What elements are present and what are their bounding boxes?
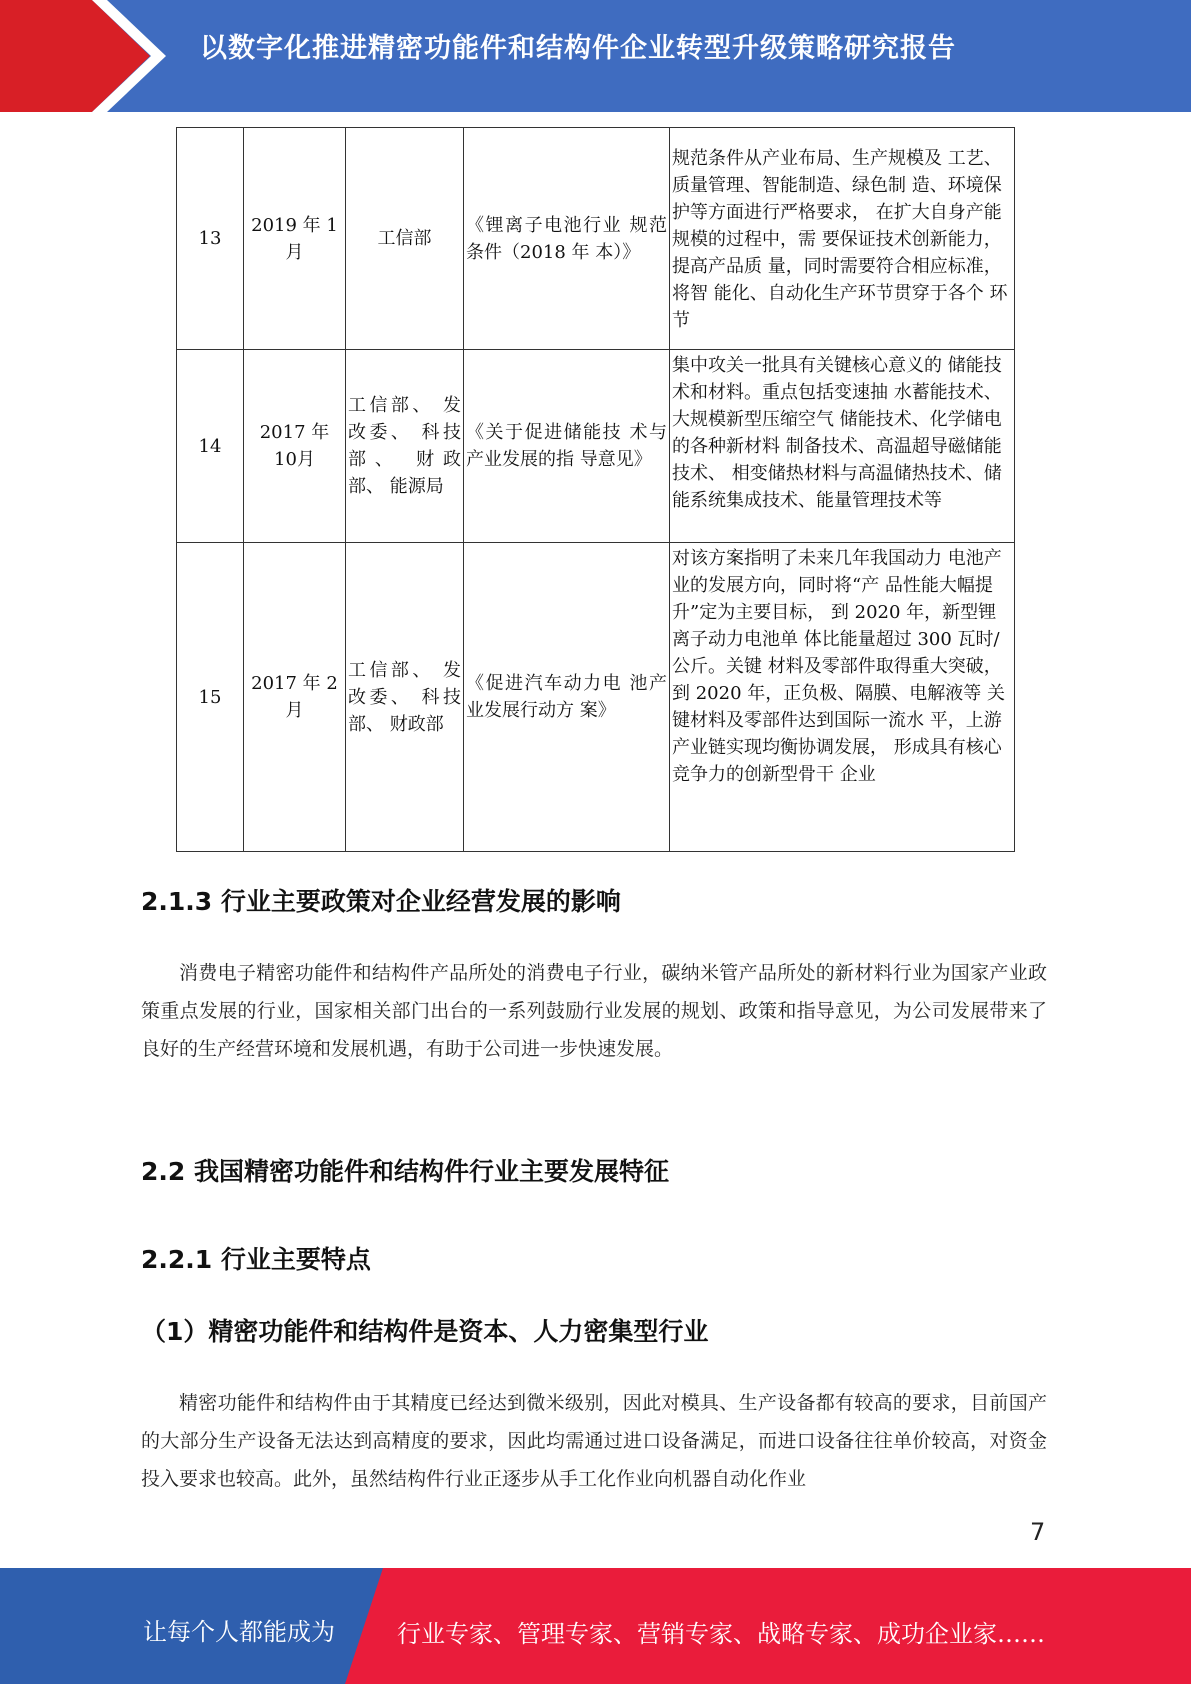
policy-document: 《锂离子电池行业 规范条件（2018 年 本）》 xyxy=(464,128,670,350)
section-2-2-heading: 2.2 我国精密功能件和结构件行业主要发展特征 xyxy=(141,1157,669,1186)
table-row xyxy=(177,543,1015,852)
row-number: 13 xyxy=(177,128,244,350)
issuing-department: 工信部、 发改委、 科技部、 财政部、 能源局 xyxy=(346,350,464,543)
page-footer xyxy=(0,1568,1191,1684)
row-number: 14 xyxy=(177,350,244,543)
table-row xyxy=(177,128,1015,350)
issue-date: 2019 年 1月 xyxy=(244,128,346,350)
row-number: 15 xyxy=(177,543,244,852)
policy-summary: 对该方案指明了未来几年我国动力 电池产业的发展方向，同时将“产 品性能大幅提升”定为主要目标， 到 2020 年，新型锂离子动力电池单 体比能量超过 300 瓦时/公斤。关键 材料及零部件取得重大突破，到 2020 年，正负极、隔膜、电解液等 关键材料及零部件达到国际一流水 平，上游产业链实现均衡协调发展， 形成具有核心竞争力的创新型骨干 企业 xyxy=(670,543,1015,852)
policy-document: 《促进汽车动力电 池产业发展行动方 案》 xyxy=(464,543,670,852)
issuing-department: 工信部 xyxy=(346,128,464,350)
header-red-chevron xyxy=(0,0,150,112)
policy-table xyxy=(176,127,1015,852)
subsection-1-heading: （1）精密功能件和结构件是资本、人力密集型行业 xyxy=(141,1317,709,1346)
table-row xyxy=(177,350,1015,543)
page-number: 7 xyxy=(1030,1518,1046,1546)
issuing-department: 工信部、 发改委、 科技部、 财政部 xyxy=(346,543,464,852)
issue-date: 2017 年 2月 xyxy=(244,543,346,852)
section-2-1-3-paragraph: 消费电子精密功能件和结构件产品所处的消费电子行业，碳纳米管产品所处的新材料行业为国家产业政策重点发展的行业，国家相关部门出台的一系列鼓励行业发展的规划、政策和指导意见，为公司发展带来了良好的生产经营环境和发展机遇，有助于公司进一步快速发展。 xyxy=(141,962,1047,1060)
policy-document: 《关于促进储能技 术与产业发展的指 导意见》 xyxy=(464,350,670,543)
issue-date: 2017 年 10月 xyxy=(244,350,346,543)
policy-summary: 集中攻关一批具有关键核心意义的 储能技术和材料。重点包括变速抽 水蓄能技术、大规模新型压缩空气 储能技术、化学储电的各种新材料 制备技术、高温超导磁储能技术、 相变储热材料与高温储热技术、储 能系统集成技术、能量管理技术等 xyxy=(670,350,1015,543)
footer-slogan-right: 行业专家、管理专家、营销专家、战略专家、成功企业家…… xyxy=(397,1620,1045,1648)
report-title: 以数字化推进精密功能件和结构件企业转型升级策略研究报告 xyxy=(200,33,956,64)
subsection-1-paragraph: 精密功能件和结构件由于其精度已经达到微米级别，因此对模具、生产设备都有较高的要求，目前国产的大部分生产设备无法达到高精度的要求，因此均需通过进口设备满足，而进口设备往往单价较高，对资金投入要求也较高。此外，虽然结构件行业正逐步从手工化作业向机器自动化作业 xyxy=(141,1392,1047,1490)
section-2-1-3-heading: 2.1.3 行业主要政策对企业经营发展的影响 xyxy=(141,887,621,916)
policy-summary: 规范条件从产业布局、生产规模及 工艺、质量管理、智能制造、绿色制 造、环境保护等方面进行严格要求， 在扩大自身产能规模的过程中，需 要保证技术创新能力，提高产品质 量，同时需要符合相应标准，将智 能化、自动化生产环节贯穿于各个 环节 xyxy=(670,128,1015,350)
section-2-2-1-heading: 2.2.1 行业主要特点 xyxy=(141,1245,371,1274)
footer-slogan-left: 让每个人都能成为 xyxy=(143,1618,335,1646)
page-header xyxy=(0,0,1191,112)
